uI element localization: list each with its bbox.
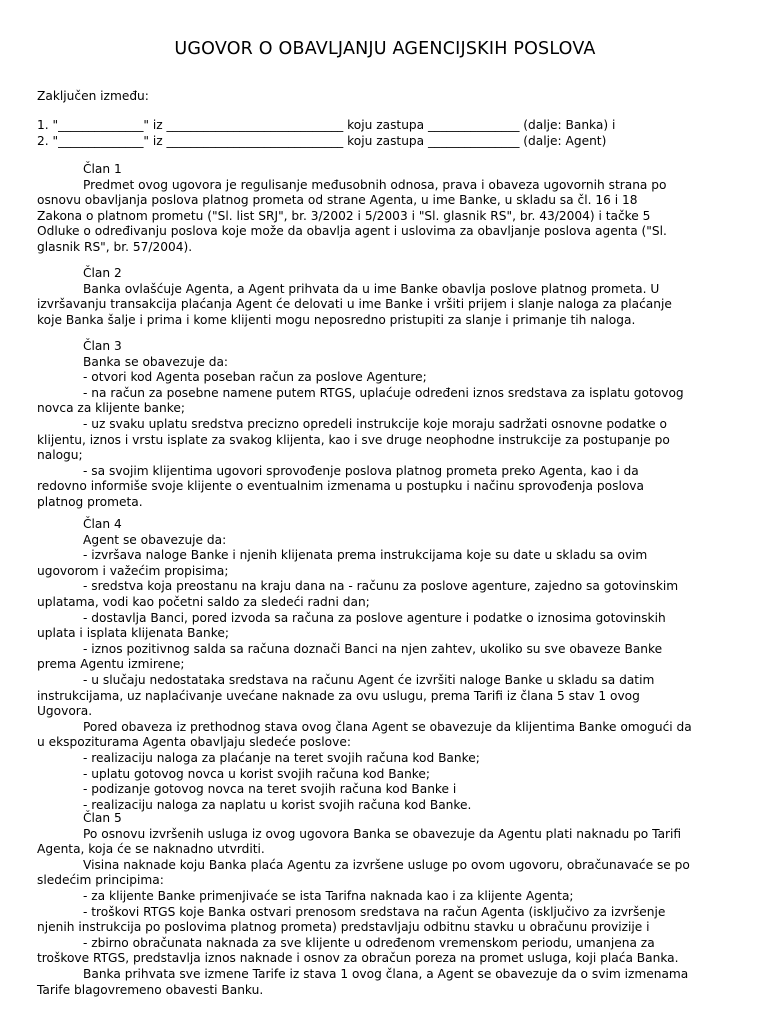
article-heading: Član 3 xyxy=(83,339,122,353)
article-heading: Član 1 xyxy=(83,162,122,176)
contract-title: UGOVOR O OBAVLJANJU AGENCIJSKIH POSLOVA xyxy=(174,39,596,59)
article-2: Član 2 Banka ovlašćuje Agenta, a Agent prihvata da u ime Banke obavlja poslove platnog prometa. U izvršavanju transakcija plaćanja Agent će delovati u ime Banke i vršiti prijem i slanje naloga za plaćanje koje Banka šalje i prima i kome klijenti mogu neposredno pristupiti za slanje i primanje tih naloga. xyxy=(37,266,757,328)
article-heading: Član 5 xyxy=(83,811,122,825)
article-5: Član 5 Po osnovu izvršenih usluga iz ovog ugovora Banka se obavezuje da Agentu plati naknadu po Tarifi Agenta, koja će se naknadno utvrditi. Visina naknade koju Banka plaća Agentu za izvršene usluge po ovom ugovoru, obračunavaće se po sledećim principima: - za klijente Banke primenjivaće se ista Tarifna naknada kao i za klijente Agenta; - troškovi RTGS koje Banka ostvari prenosom sredstava na račun Agenta (isključivo za izvršenje njenih instrukcija po poslovima platnog prometa) predstavljaju odbitnu stavku u obračunu provizije i - zbirno obračunata naknada za sve klijente u određenom vremenskom periodu, umanjena za troškove RTGS, predstavlja iznos naknade i osnov za obračun poreza na promet usluga, koji plaća Banka. Banka prihvata sve izmene Tarife iz stava 1 ovog člana, a Agent se obavezuje da o svim izmenama Tarife blagovremeno obavesti Banku. xyxy=(37,811,757,998)
article-heading: Član 4 xyxy=(83,517,122,531)
article-3: Član 3 Banka se obavezuje da: - otvori kod Agenta poseban račun za poslove Agenture; - na račun za posebne namene putem RTGS, uplaćuje određeni iznos sredstava za isplatu gotovog novca za klijente banke; - uz svaku uplatu sredstva precizno opredeli instrukcije koje moraju sadržati osnovne podatke o klijentu, iznos i vrstu isplate za svakog klijenta, kao i sve druge neophodne instrukcije za postupanje po nalogu; - sa svojim klijentima ugovori sprovođenje poslova platnog prometa preko Agenta, kao i da redovno informiše svoje klijente o eventualnim izmenama u postupku i načinu sprovođenja poslova platnog prometa. xyxy=(37,339,757,511)
party-line: 1. "______________" iz _____________________________ koju zastupa _______________ (dalje: Banka) i xyxy=(37,118,616,132)
article-1: Član 1 Predmet ovog ugovora je regulisanje međusobnih odnosa, prava i obaveza ugovornih strana po osnovu obavljanja poslova platnog prometa od strane Agenta, u ime Banke, u skladu sa čl. 16 i 18 Zakona o platnom prometu ("Sl. list SRJ", br. 3/2002 i 5/2003 i "Sl. glasnik RS", br. 43/2004) i tačke 5 Odluke o određivanju poslova koje može da obavlja agent i uslovima za obavljanje poslova agenta ("Sl. glasnik RS", br. 57/2004). xyxy=(37,162,757,256)
article-heading: Član 2 xyxy=(83,266,122,280)
party-line: 2. "______________" iz _____________________________ koju zastupa _______________ (dalje: Agent) xyxy=(37,133,607,148)
article-4: Član 4 Agent se obavezuje da: - izvršava naloge Banke i njenih klijenata prema instrukcijama koje su date u skladu sa ovim ugovorom i važećim propisima; - sredstva koja preostanu na kraju dana na - računu za poslove agenture, zajedno sa gotovinskim uplatama, vodi kao početni saldo za sledeći radni dan; - dostavlja Banci, pored izvoda sa računa za poslove agenture i podatke o iznosima gotovinskih uplata i isplata klijenata Banke; - iznos pozitivnog salda sa računa doznači Banci na njen zahtev, ukoliko su sve obaveze Banke prema Agentu izmirene; - u slučaju nedostataka sredstava na računu Agent će izvršiti naloge Banke u skladu sa datim instrukcijama, uz naplaćivanje uvećane naknade za ovu uslugu, prema Tarifi iz člana 5 stav 1 ovog Ugovora. Pored obaveza iz prethodnog stava ovog člana Agent se obavezuje da klijentima Banke omogući da u ekspoziturama Agenta obavljaju sledeće poslove: - realizaciju naloga za plaćanje na teret svojih računa kod Banke; - uplatu gotovog novca u korist svojih računa kod Banke; - podizanje gotovog novca na teret svojih računa kod Banke i - realizaciju naloga za naplatu u korist svojih računa kod Banke. xyxy=(37,517,757,813)
intro-line: Zaključen između: xyxy=(37,89,149,103)
parties-block xyxy=(37,118,757,149)
